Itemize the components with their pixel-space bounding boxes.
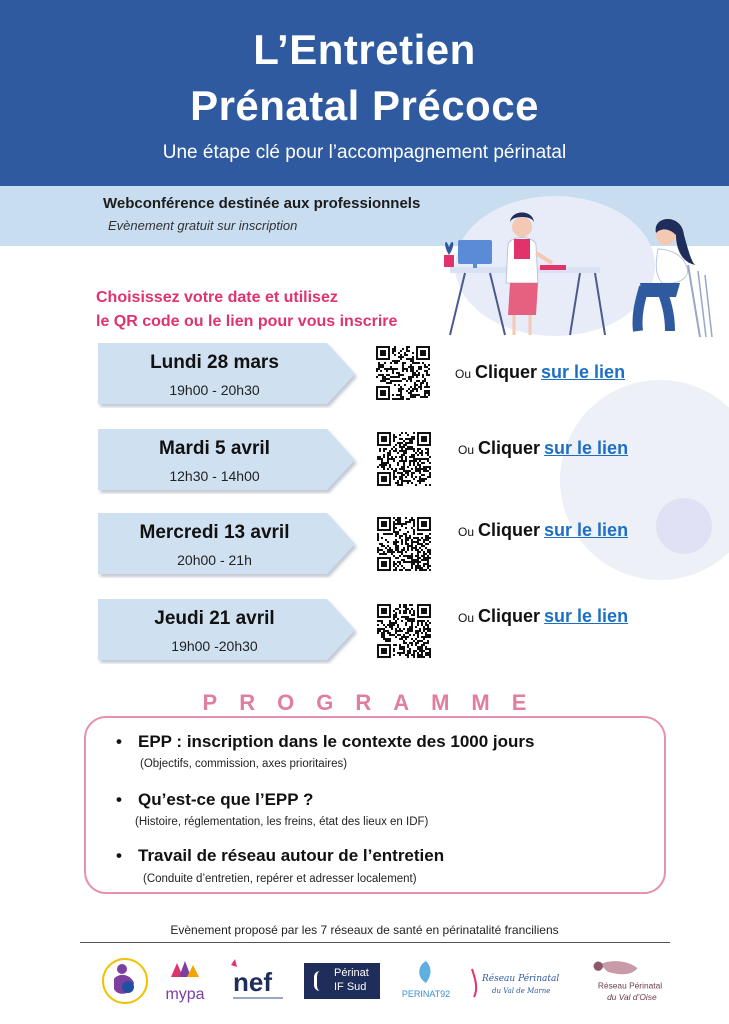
or-label: Ou xyxy=(458,525,475,539)
mypa-logo-icon xyxy=(163,955,207,1011)
programme-item-text: Qu’est-ce que l’EPP ? xyxy=(138,790,314,809)
session-date-box xyxy=(97,428,359,494)
registration-link-row xyxy=(455,362,625,383)
session-time: 19h00 -20h30 xyxy=(171,638,258,654)
network-logo-icon xyxy=(100,955,150,1011)
session-time: 20h00 - 21h xyxy=(177,552,252,568)
programme-heading: PROGRAMME xyxy=(202,690,549,715)
mypa-label: mypa xyxy=(165,986,205,1003)
programme-item-detail: (Histoire, réglementation, les freins, état des lieux en IDF) xyxy=(135,816,429,828)
registration-link[interactable]: sur le lien xyxy=(544,520,629,540)
instructions-line-1: Choisissez votre date et utilisez xyxy=(96,289,338,306)
or-label: Ou xyxy=(455,367,472,381)
programme-item-text: Travail de réseau autour de l’entretien xyxy=(138,846,445,865)
session-date-box xyxy=(97,342,359,408)
click-label: Cliquer xyxy=(478,438,541,458)
or-label: Ou xyxy=(458,611,475,625)
registration-link[interactable]: sur le lien xyxy=(544,606,629,626)
registration-link-row xyxy=(458,520,628,541)
val-de-marne-logo-icon xyxy=(468,955,564,1011)
session-day: Lundi 28 mars xyxy=(150,352,279,373)
instructions-line-2: le QR code ou le lien pour vous inscrire xyxy=(96,313,398,330)
perinat92-label: PERINAT92 xyxy=(401,989,451,999)
session-time: 12h30 - 14h00 xyxy=(169,468,260,484)
click-label: Cliquer xyxy=(475,362,538,382)
programme-item-detail: (Conduite d’entretien, repérer et adresser localement) xyxy=(143,873,417,885)
nef-label: nef xyxy=(233,967,272,997)
qr-code-icon[interactable] xyxy=(376,346,430,400)
consultation-illustration xyxy=(430,205,720,355)
session-time: 19h00 - 20h30 xyxy=(169,382,260,398)
session-day: Mardi 5 avril xyxy=(159,438,270,459)
perinat-ifsud-line2: IF Sud xyxy=(334,981,367,993)
val-doise-logo-icon xyxy=(582,955,678,1011)
registration-link-row xyxy=(458,438,628,459)
or-label: Ou xyxy=(458,443,475,457)
click-label: Cliquer xyxy=(478,520,541,540)
val-doise-line1: Réseau Périnatal xyxy=(597,980,663,991)
programme-item xyxy=(116,846,444,866)
session-day: Mercredi 13 avril xyxy=(139,522,290,543)
val-doise-line2: du Val d’Oise xyxy=(607,991,657,1002)
subtitle: Une étape clé pour l’accompagnement périnatal xyxy=(162,142,567,163)
qr-code-icon[interactable] xyxy=(377,517,431,571)
registration-instructions xyxy=(96,286,397,334)
registration-link[interactable]: sur le lien xyxy=(541,362,626,382)
decorative-circle xyxy=(560,380,729,580)
perinat-ifsud-line1: Périnat xyxy=(334,967,369,979)
webconference-title: Webconférence destinée aux professionnels xyxy=(103,195,421,212)
registration-link[interactable]: sur le lien xyxy=(544,438,629,458)
nef-logo-icon xyxy=(227,955,289,1011)
perinat-ifsud-logo-icon xyxy=(304,963,380,999)
qr-code-icon[interactable] xyxy=(377,432,431,486)
footer-divider xyxy=(80,942,670,943)
click-label: Cliquer xyxy=(478,606,541,626)
title-line-1: L’Entretien xyxy=(253,26,476,73)
header-banner xyxy=(0,0,729,186)
session-date-box xyxy=(97,598,359,664)
decorative-circle xyxy=(656,498,712,554)
qr-code-icon[interactable] xyxy=(377,604,431,658)
session-date-box xyxy=(97,512,359,578)
footer-note: Evènement proposé par les 7 réseaux de santé en périnatalité franciliens xyxy=(170,923,559,937)
title-line-2: Prénatal Précoce xyxy=(190,82,539,129)
bullet-icon: • xyxy=(116,790,122,809)
programme-item xyxy=(116,732,535,752)
registration-link-row xyxy=(458,606,628,627)
session-day: Jeudi 21 avril xyxy=(154,608,275,629)
bullet-icon: • xyxy=(116,732,122,751)
programme-item-detail: (Objectifs, commission, axes prioritaires) xyxy=(140,758,348,770)
free-event-note: Evènement gratuit sur inscription xyxy=(108,218,298,233)
val-de-marne-line2: du Val de Marne xyxy=(492,987,551,995)
programme-item xyxy=(116,790,313,810)
swoosh-icon xyxy=(314,971,331,991)
programme-item-text: EPP : inscription dans le contexte des 1000 jours xyxy=(138,732,535,751)
bullet-icon: • xyxy=(116,846,122,865)
perinat92-logo-icon xyxy=(398,955,454,1011)
val-de-marne-line1: Réseau Périnatal xyxy=(482,974,560,984)
